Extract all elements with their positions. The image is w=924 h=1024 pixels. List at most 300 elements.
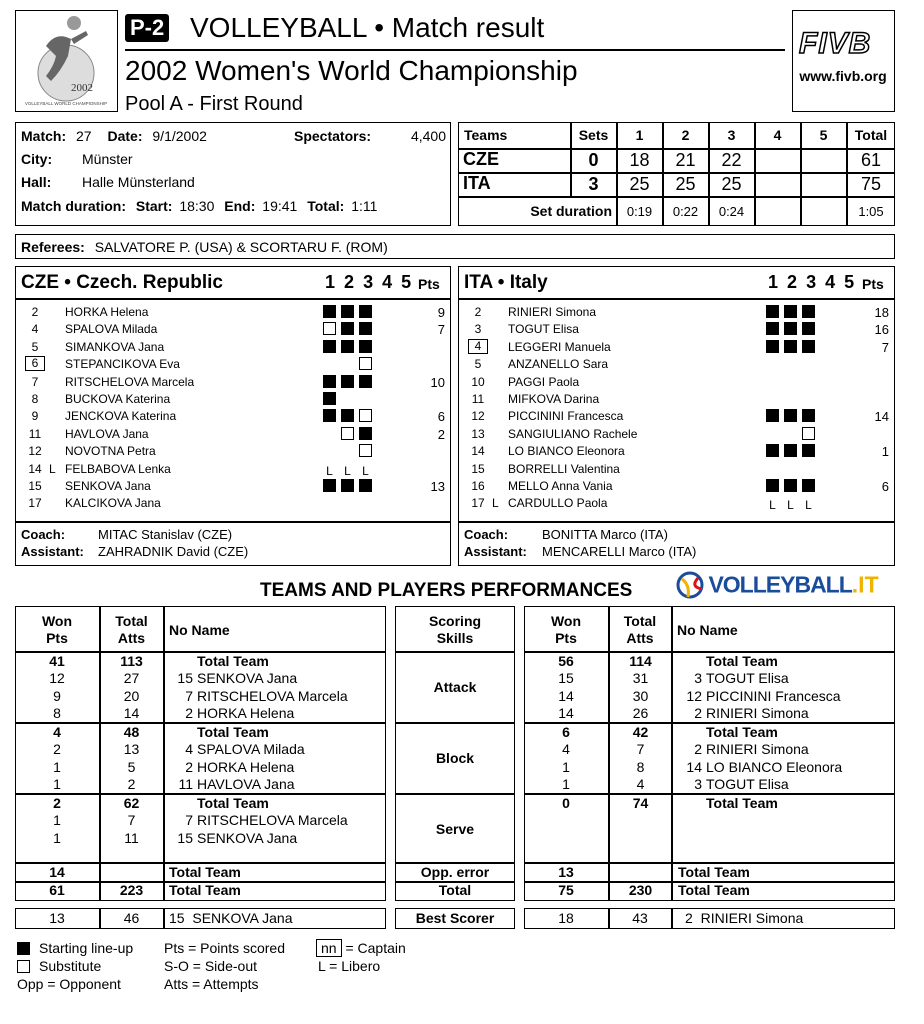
perf-total-atts: 7 (636, 741, 645, 758)
sponsor-text: VOLLEYBALL (708, 571, 852, 598)
perf-won-pts: 1 (53, 758, 61, 775)
empty-set-slot (341, 357, 354, 370)
player-sets (323, 357, 377, 371)
page-title: VOLLEYBALL • Match result (190, 12, 545, 43)
referees-value: SALVATORE P. (USA) & SCORTARU F. (ROM) (94, 239, 388, 255)
spectators-label: Spectators: (294, 128, 372, 144)
player-name: TOGUT Elisa (508, 322, 579, 337)
player-points: 18 (874, 305, 889, 320)
player-name: BORRELLI Valentina (508, 461, 620, 476)
total-label: Total: (307, 198, 345, 214)
team1-code: CZE (463, 149, 499, 169)
team-left-title: CZE • Czech. Republic (21, 272, 223, 293)
start-label: Start: (135, 198, 173, 214)
player-number: 7 (31, 374, 39, 389)
starting-lineup-icon (802, 322, 815, 335)
player-sets (323, 409, 377, 423)
team2-set3: 25 (721, 174, 742, 194)
city-value: Münster (82, 151, 133, 167)
team2-set2: 25 (675, 174, 696, 194)
player-name: SANGIULIANO Rachele (508, 426, 638, 441)
player-name: NOVOTNA Petra (65, 444, 156, 459)
perf-won-pts: 14 (558, 687, 574, 704)
empty-set-slot (766, 357, 779, 370)
player-name: LEGGERI Manuela (508, 339, 611, 354)
player-row (15, 461, 451, 478)
player-sets (766, 392, 820, 406)
libero-set-marker: L (362, 463, 369, 478)
team1-total: 61 (860, 150, 882, 170)
player-points: 7 (881, 339, 889, 355)
empty-set-slot (323, 427, 336, 440)
player-points: 9 (437, 305, 445, 320)
player-number: 13 (471, 426, 485, 441)
perf-total-atts: 27 (123, 670, 140, 687)
player-points: 7 (437, 322, 445, 338)
perf-player-number: 15 (177, 670, 193, 687)
player-row (15, 426, 451, 443)
total-atts-header: Total Atts (623, 613, 657, 646)
city-label: City: (21, 151, 53, 167)
teams-header: Teams (464, 127, 508, 143)
player-row (15, 321, 451, 338)
empty-set-slot (784, 427, 797, 440)
perf-total-atts: 31 (632, 670, 649, 687)
empty-set-slot (784, 392, 797, 405)
empty-set-slot (359, 392, 372, 405)
perf-player-number: 2 (185, 758, 193, 775)
player-sets (766, 357, 820, 371)
player-sets (766, 305, 820, 319)
team-left-coach (21, 527, 65, 542)
perf-won-pts: 41 (49, 653, 65, 669)
starting-lineup-icon (802, 444, 815, 457)
starting-lineup-icon (359, 322, 372, 335)
perf-won-pts: 2 (53, 741, 61, 758)
championship-logo (15, 10, 118, 112)
total-duration: 1:05 (858, 204, 884, 219)
perf-won-pts: 2 (53, 795, 61, 811)
empty-set-slot (784, 462, 797, 475)
date-label: Date: (107, 128, 143, 144)
starting-lineup-icon (323, 392, 336, 405)
perf-player-name: TOGUT Elisa (706, 670, 789, 687)
player-name: LO BIANCO Eleonora (508, 444, 625, 459)
substitute-icon (359, 409, 372, 422)
assistant-label: Assistant: (21, 544, 84, 559)
perf-player-name: Total Team (197, 795, 269, 811)
perf-player-number: 2 (185, 705, 193, 722)
team2-sets: 3 (588, 174, 599, 194)
player-sets (323, 496, 377, 510)
player-name: RITSCHELOVA Marcela (65, 374, 195, 389)
player-row (15, 408, 451, 425)
player-sets (766, 322, 820, 336)
perf-team-label: Total Team (169, 864, 241, 880)
player-points: 13 (430, 479, 445, 494)
perf-total-atts: 8 (636, 758, 645, 775)
starting-lineup-icon (341, 479, 354, 492)
player-row (15, 391, 451, 408)
perf-player-number: 12 (686, 687, 702, 704)
team-left-pts-header: Pts (418, 276, 440, 292)
set1-duration: 0:19 (626, 204, 653, 219)
best-scorer-won: 13 (49, 910, 65, 926)
set4-header: 4 (773, 127, 782, 143)
player-row (458, 495, 895, 512)
empty-set-slot (802, 375, 815, 388)
perf-total-atts: 5 (127, 758, 136, 775)
svg-text:2002: 2002 (71, 82, 93, 94)
end-label: End: (224, 198, 256, 214)
perf-total-atts: 2 (127, 776, 136, 793)
scoring-skills-header: Scoring Skills (428, 613, 482, 646)
volleyball-player-logo-icon (16, 11, 116, 110)
player-number: 9 (31, 409, 39, 424)
player-sets (766, 340, 820, 354)
pool-title: Pool A - First Round (125, 93, 303, 115)
player-name: RINIERI Simona (508, 305, 597, 319)
match-date: 9/1/2002 (152, 128, 207, 144)
empty-set-slot (766, 392, 779, 405)
libero-set-marker: L (769, 498, 776, 513)
best-scorer-player: 15 SENKOVA Jana (169, 910, 293, 926)
player-sets (766, 462, 820, 476)
player-number: 14 (471, 444, 485, 459)
championship-title: 2002 Women's World Championship (125, 55, 578, 86)
player-number: 17 (28, 496, 42, 511)
player-row (458, 356, 895, 373)
perf-team-label: Total Team (169, 882, 241, 898)
perf-won-pts: 8 (53, 705, 61, 722)
empty-set-slot (341, 444, 354, 457)
match-number: 27 (76, 128, 92, 144)
starting-lineup-icon (323, 479, 336, 492)
substitute-icon (323, 322, 336, 335)
perf-won-pts: 4 (562, 741, 570, 758)
coach-name: MITAC Stanislav (CZE) (98, 527, 233, 542)
won-pts-header: Won Pts (550, 613, 582, 646)
perf-team-label: Total Team (678, 864, 750, 880)
perf-player-number: 3 (694, 670, 702, 687)
perf-won-pts: 0 (562, 795, 570, 811)
player-sets (323, 444, 377, 458)
set3-header: 3 (727, 127, 736, 143)
starting-lineup-icon (359, 305, 372, 318)
coach-label: Coach: (21, 527, 66, 542)
perf-total-atts: 74 (632, 795, 649, 811)
best-scorer-atts: 43 (632, 910, 648, 926)
player-number: 12 (471, 409, 485, 424)
perf-total-atts: 4 (636, 776, 645, 793)
perf-won-pts: 9 (53, 687, 61, 704)
player-row (458, 408, 895, 425)
empty-set-slot (766, 427, 779, 440)
libero-marker: L (49, 461, 56, 476)
player-sets (766, 409, 820, 423)
title-divider (125, 49, 785, 51)
player-sets (766, 444, 820, 458)
starting-lineup-icon (766, 479, 779, 492)
starting-lineup-icon (359, 427, 372, 440)
team-right-pts-header: Pts (862, 276, 884, 292)
perf-player-name: RITSCHELOVA Marcela (197, 812, 348, 829)
player-row (458, 443, 895, 460)
player-name: STEPANCIKOVA Eva (65, 357, 180, 372)
best-scorer-player: 2 RINIERI Simona (685, 910, 804, 926)
perf-won-pts: 61 (49, 882, 65, 898)
duration-label: Match duration: (21, 198, 126, 214)
team2-code: ITA (463, 173, 491, 193)
player-sets (766, 479, 820, 493)
starting-lineup-icon (341, 322, 354, 335)
no-name-header: No Name (677, 622, 738, 638)
player-number: 6 (25, 356, 45, 371)
player-name: PAGGI Paola (508, 374, 580, 389)
starting-lineup-icon (784, 340, 797, 353)
player-sets (323, 322, 377, 336)
player-row (458, 339, 895, 356)
player-sets (766, 427, 820, 441)
perf-total-atts: 114 (629, 653, 652, 669)
player-name: SENKOVA Jana (65, 479, 151, 493)
perf-player-name: HORKA Helena (197, 758, 295, 775)
perf-won-pts: 14 (558, 705, 574, 722)
legend-atts: Atts = Attempts (164, 976, 259, 992)
player-sets (766, 496, 820, 512)
perf-won-pts: 1 (562, 758, 570, 775)
starting-lineup-icon (341, 409, 354, 422)
player-number: 8 (31, 392, 39, 406)
starting-lineup-icon (802, 305, 815, 318)
won-pts-header: Won Pts (41, 613, 73, 646)
perf-player-number: 14 (686, 758, 702, 775)
starting-lineup-icon (359, 375, 372, 388)
perf-player-name: Total Team (706, 653, 778, 669)
volleyball-ball-icon (676, 571, 704, 599)
starting-lineup-icon (323, 305, 336, 318)
player-name: PICCININI Francesca (508, 409, 624, 424)
perf-total-atts: 30 (632, 687, 649, 704)
team-right-set-headers: 1 2 3 4 5 (768, 272, 857, 292)
player-row (15, 478, 451, 495)
perf-total-atts: 230 (628, 882, 653, 898)
empty-set-slot (323, 444, 336, 457)
starting-lineup-icon (802, 340, 815, 353)
starting-lineup-icon (323, 409, 336, 422)
player-number: 5 (474, 357, 482, 372)
player-row (15, 304, 451, 321)
set2-duration: 0:22 (672, 204, 699, 219)
starting-lineup-icon (802, 409, 815, 422)
skill-block: Block (435, 750, 475, 766)
player-row (15, 356, 451, 373)
perf-total-atts: 11 (124, 829, 139, 846)
perf-team-label: Total Team (678, 882, 750, 898)
substitute-icon (802, 427, 815, 440)
player-row (458, 374, 895, 391)
perf-total-atts: 62 (123, 795, 140, 811)
player-number: 16 (471, 479, 485, 493)
team2-total: 75 (860, 174, 882, 194)
starting-lineup-icon (784, 479, 797, 492)
player-row (458, 478, 895, 495)
best-scorer-label: Best Scorer (415, 910, 495, 926)
volleyball-it-logo (676, 571, 879, 601)
perf-player-number: 2 (694, 705, 702, 722)
player-number: 15 (471, 461, 485, 476)
perf-total-atts: 223 (119, 882, 144, 898)
starting-lineup-icon (17, 942, 30, 955)
empty-set-slot (766, 375, 779, 388)
skill-attack: Attack (433, 679, 477, 695)
hall-value: Halle Münsterland (82, 174, 195, 190)
player-points: 6 (881, 479, 889, 494)
player-sets (323, 375, 377, 389)
player-number: 10 (471, 374, 485, 389)
total-time: 1:11 (351, 198, 378, 214)
libero-set-marker: L (805, 498, 812, 513)
set3-duration: 0:24 (718, 204, 745, 219)
player-name: SPALOVA Milada (65, 322, 158, 337)
libero-set-marker: L (326, 463, 333, 478)
empty-set-slot (341, 496, 354, 509)
perf-player-number: 15 (177, 829, 193, 846)
player-sets (323, 479, 377, 493)
perf-total-atts: 14 (123, 705, 140, 722)
perf-player-name: SENKOVA Jana (197, 670, 298, 687)
svg-text:VOLLEYBALL WORLD CHAMPIONSHIP: VOLLEYBALL WORLD CHAMPIONSHIP (24, 101, 108, 106)
empty-set-slot (323, 357, 336, 370)
player-name: ANZANELLO Sara (508, 357, 609, 372)
player-number: 2 (31, 305, 39, 319)
player-name: BUCKOVA Katerina (65, 392, 171, 406)
team-left-set-headers: 1 2 3 4 5 (325, 272, 414, 292)
player-sets (323, 392, 377, 406)
performances-title: TEAMS AND PLAYERS PERFORMANCES (260, 580, 633, 601)
starting-lineup-icon (766, 340, 779, 353)
starting-lineup-icon (341, 375, 354, 388)
starting-lineup-icon (784, 444, 797, 457)
starting-lineup-icon (784, 409, 797, 422)
perf-player-name: RINIERI Simona (706, 705, 809, 722)
empty-set-slot (802, 462, 815, 475)
perf-total-atts: 48 (123, 724, 140, 740)
perf-won-pts: 1 (53, 776, 61, 793)
skill-total: Total (438, 882, 472, 898)
perf-won-pts: 4 (53, 724, 61, 740)
legend-starting: Starting line-up (17, 940, 133, 956)
set-duration-label: Set duration (530, 203, 612, 219)
team1-sets: 0 (588, 150, 599, 170)
referees-row (21, 239, 388, 255)
legend-captain: nn = Captain (316, 940, 406, 956)
skill-opp-error: Opp. error (420, 864, 490, 880)
empty-set-slot (341, 392, 354, 405)
player-number: 11 (471, 392, 485, 406)
perf-total-atts: 42 (632, 724, 649, 740)
player-number: 3 (474, 322, 482, 337)
player-number: 5 (31, 339, 39, 354)
perf-player-name: SENKOVA Jana (197, 829, 298, 846)
sponsor-tld: .IT (851, 571, 879, 598)
player-sets (323, 427, 377, 441)
player-points: 16 (874, 322, 889, 338)
player-name: MIFKOVA Darina (508, 392, 600, 406)
libero-marker: L (492, 496, 499, 511)
perf-won-pts: 1 (53, 812, 61, 829)
empty-set-slot (802, 392, 815, 405)
substitute-icon (359, 357, 372, 370)
starting-lineup-icon (784, 322, 797, 335)
player-name: MELLO Anna Vania (508, 479, 613, 493)
perf-player-number: 7 (185, 812, 193, 829)
team1-set2: 21 (675, 150, 696, 170)
fivb-logo (792, 10, 895, 112)
team-right-title: ITA • Italy (464, 272, 548, 293)
perf-total-atts: 13 (123, 741, 140, 758)
legend-libero: L = Libero (318, 958, 381, 974)
starting-lineup-icon (766, 409, 779, 422)
page-badge: P-2 (125, 14, 169, 42)
starting-lineup-icon (784, 305, 797, 318)
perf-total-atts: 113 (120, 653, 143, 669)
team1-set1: 18 (629, 150, 650, 170)
player-row (15, 339, 451, 356)
perf-player-name: HAVLOVA Jana (197, 776, 295, 793)
assistant-name: ZAHRADNIK David (CZE) (98, 544, 249, 559)
perf-player-name: Total Team (706, 724, 778, 740)
starting-lineup-icon (359, 340, 372, 353)
player-name: SIMANKOVA Jana (65, 339, 165, 354)
perf-player-number: 2 (694, 741, 702, 758)
empty-set-slot (359, 496, 372, 509)
spectators-value: 4,400 (410, 128, 446, 144)
starting-lineup-icon (341, 305, 354, 318)
legend-opp: Opp = Opponent (17, 976, 121, 992)
player-number: 15 (28, 479, 42, 493)
set5-header: 5 (819, 127, 828, 143)
coach-label: Coach: (464, 527, 509, 542)
perf-player-number: 11 (178, 776, 193, 793)
team1-set3: 22 (721, 150, 742, 170)
perf-won-pts: 75 (558, 882, 574, 898)
set2-header: 2 (681, 127, 690, 143)
starting-lineup-icon (359, 479, 372, 492)
perf-player-name: Total Team (197, 653, 269, 669)
player-number: 2 (474, 305, 482, 319)
perf-total-atts: 20 (123, 687, 140, 704)
perf-player-name: RINIERI Simona (706, 741, 809, 758)
starting-lineup-icon (766, 322, 779, 335)
player-name: JENCKOVA Katerina (65, 409, 177, 424)
player-points: 14 (874, 409, 889, 425)
empty-set-slot (323, 496, 336, 509)
player-row (15, 443, 451, 460)
end-time: 19:41 (262, 198, 298, 214)
perf-total-atts: 26 (632, 705, 649, 722)
player-number: 4 (468, 339, 488, 354)
player-points: 2 (437, 426, 445, 442)
best-scorer-won: 18 (558, 910, 574, 926)
perf-won-pts: 15 (558, 670, 574, 687)
player-row (458, 321, 895, 338)
perf-won-pts: 56 (558, 653, 574, 669)
team2-set1: 25 (629, 174, 650, 194)
legend-substitute: Substitute (17, 958, 101, 974)
player-sets (323, 340, 377, 354)
hall-label: Hall: (21, 174, 52, 190)
